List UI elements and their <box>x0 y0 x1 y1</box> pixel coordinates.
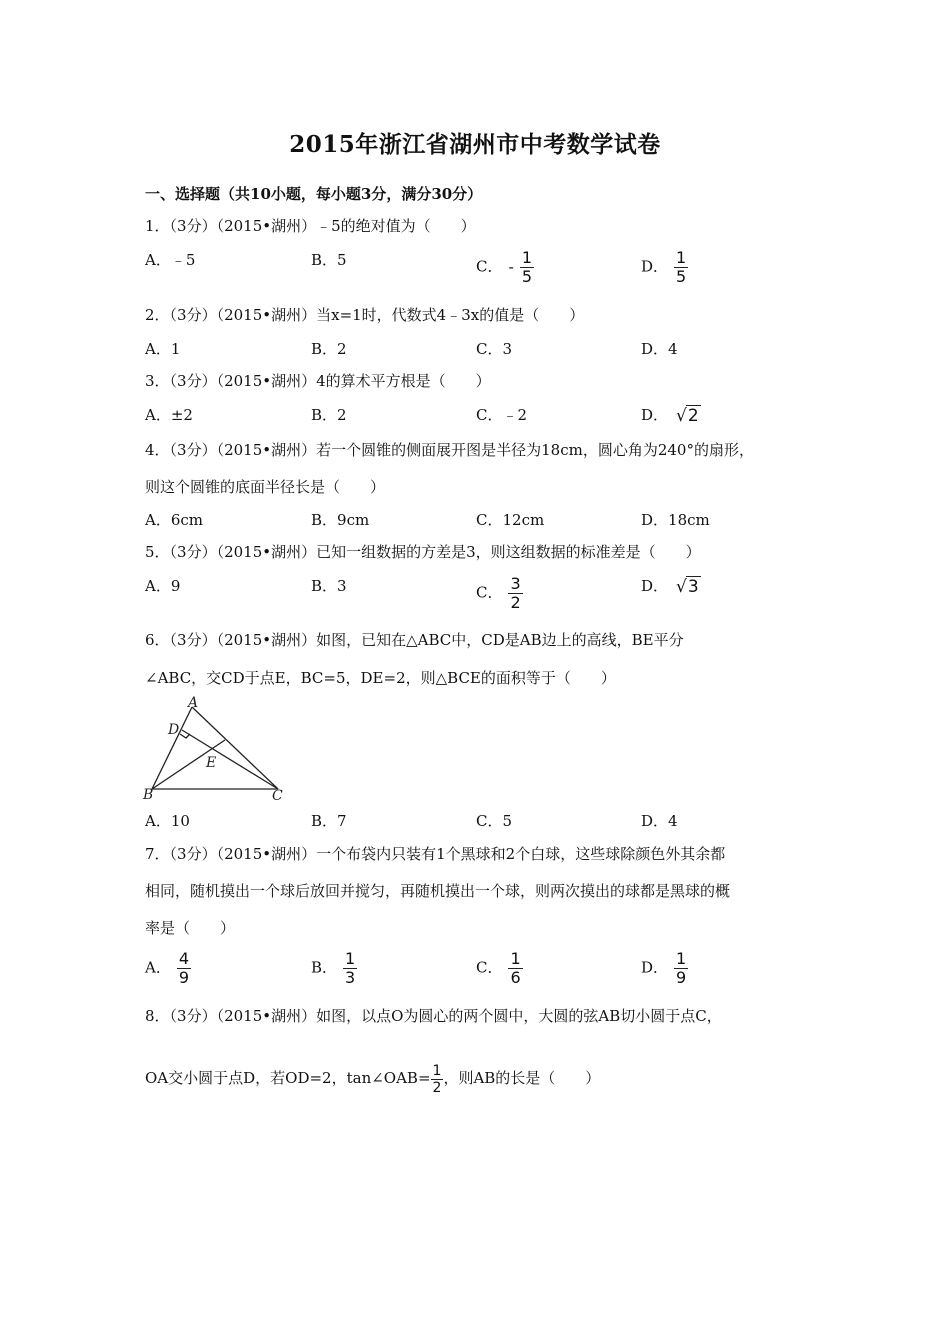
fraction: $\frac{1}{5}$ <box>676 248 687 286</box>
question-8-stem-line1: 8．（3分）（2015•湖州）如图，以点O为圆心的两个圆中，大圆的弦AB切小圆于点C， <box>145 1007 722 1025</box>
sqrt-expression: √3 <box>676 577 699 597</box>
q3-option-a: A．±2 <box>145 406 193 424</box>
q5-option-c: C． $\frac{3}{2}$ <box>476 574 521 612</box>
q6-option-a: A．10 <box>145 812 190 830</box>
segment-ab <box>152 707 192 789</box>
q7-option-a: A． $\frac{4}{9}$ <box>145 949 190 987</box>
question-3-stem: 3．（3分）（2015•湖州）4的算术平方根是（ ） <box>145 372 491 390</box>
label-b: B <box>143 787 154 803</box>
q7-option-b: B． $\frac{1}{3}$ <box>311 949 356 987</box>
q2-option-d: D．4 <box>641 340 678 358</box>
page-title: 2015年浙江省湖州市中考数学试卷 <box>289 131 661 158</box>
q3-option-d: D． √2 <box>641 406 699 426</box>
q1-option-b: B．5 <box>311 251 347 269</box>
q5-option-a: A．9 <box>145 577 181 595</box>
question-7-stem-line1: 7．（3分）（2015•湖州）一个布袋内只装有1个黑球和2个白球，这些球除颜色外其余都 <box>145 845 726 863</box>
q1-option-d: D． $\frac{1}{5}$ <box>641 248 687 286</box>
triangle-figure <box>140 696 290 804</box>
fraction: $\frac{4}{9}$ <box>178 949 190 987</box>
question-1-stem: 1．（3分）（2015•湖州）﹣5的绝对值为（ ） <box>145 217 476 235</box>
question-4-stem-line2: 则这个圆锥的底面半径长是（ ） <box>145 478 386 496</box>
q2-option-c: C．3 <box>476 340 513 358</box>
question-2-stem: 2．（3分）（2015•湖州）当x=1时，代数式4﹣3x的值是（ ） <box>145 306 585 324</box>
question-6-stem-line2: ∠ABC，交CD于点E，BC=5，DE=2，则△BCE的面积等于（ ） <box>145 669 616 687</box>
q3-option-b: B．2 <box>311 406 347 424</box>
q6-option-b: B．7 <box>311 812 347 830</box>
q6-option-c: C．5 <box>476 812 513 830</box>
q6-option-d: D．4 <box>641 812 678 830</box>
question-4-stem-line1: 4．（3分）（2015•湖州）若一个圆锥的侧面展开图是半径为18cm，圆心角为240°的扇形， <box>145 441 754 459</box>
label-a: A <box>188 696 199 711</box>
question-6-stem-line1: 6．（3分）（2015•湖州）如图，已知在△ABC中，CD是AB边上的高线，BE平分 <box>145 631 684 649</box>
label-d: D <box>168 722 180 738</box>
section-heading: 一、选择题（共10小题，每小题3分，满分30分） <box>145 185 483 203</box>
question-7-stem-line3: 率是（ ） <box>145 919 236 937</box>
fraction: $\frac{1}{6}$ <box>510 949 521 987</box>
q4-option-b: B．9cm <box>311 511 370 529</box>
right-angle-mark <box>180 734 190 738</box>
q4-option-d: D．18cm <box>641 511 710 529</box>
fraction: $\frac{1}{5}$ <box>521 248 533 286</box>
fraction: $\frac{1}{2}$ <box>432 1062 442 1096</box>
question-5-stem: 5．（3分）（2015•湖州）已知一组数据的方差是3，则这组数据的标准差是（ ） <box>145 543 701 561</box>
q7-option-c: C． $\frac{1}{6}$ <box>476 949 521 987</box>
q5-option-b: B．3 <box>311 577 347 595</box>
fraction: $\frac{3}{2}$ <box>510 574 521 612</box>
q7-option-d: D． $\frac{1}{9}$ <box>641 949 687 987</box>
q3-option-c: C．﹣2 <box>476 406 528 424</box>
q1-option-a: A．﹣5 <box>145 251 196 269</box>
q5-option-d: D． √3 <box>641 577 699 597</box>
q4-option-a: A．6cm <box>145 511 204 529</box>
sqrt-expression: √2 <box>676 406 699 426</box>
fraction: $\frac{1}{3}$ <box>345 949 356 987</box>
label-c: C <box>272 788 283 804</box>
fraction: $\frac{1}{9}$ <box>676 949 687 987</box>
question-8-stem-line2: OA交小圆于点D，若OD=2，tan∠OAB= $\frac{1}{2}$ ，则AB的长是（ ） <box>145 1062 601 1096</box>
q1-option-c: C． - $\frac{1}{5}$ <box>476 248 533 286</box>
label-e: E <box>206 755 217 771</box>
question-7-stem-line2: 相同，随机摸出一个球后放回并搅匀，再随机摸出一个球，则两次摸出的球都是黑球的概 <box>145 882 731 900</box>
q4-option-c: C．12cm <box>476 511 545 529</box>
segment-ac <box>192 707 278 789</box>
q2-option-b: B．2 <box>311 340 347 358</box>
q2-option-a: A．1 <box>145 340 181 358</box>
